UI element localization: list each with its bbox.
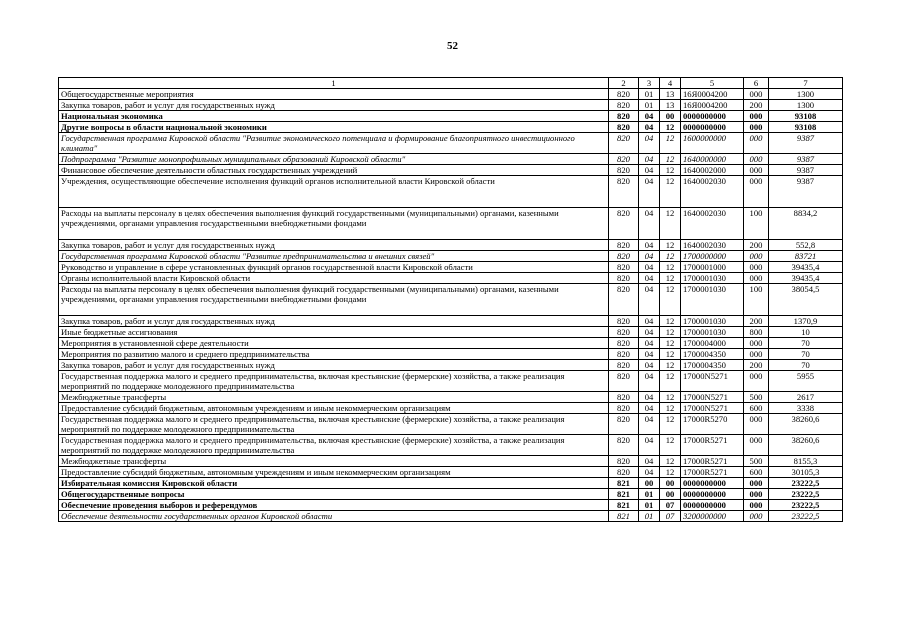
amount-cell: 1300 (769, 100, 843, 111)
admin-code-cell: 821 (609, 478, 639, 489)
table-row (59, 371, 843, 392)
amount-cell: 70 (769, 349, 843, 360)
subsection-cell: 12 (660, 176, 681, 208)
table-row (59, 403, 843, 414)
section-cell: 04 (639, 262, 660, 273)
header-cell: 6 (744, 78, 769, 89)
expense-type-cell: 600 (744, 467, 769, 478)
section-cell: 04 (639, 284, 660, 316)
amount-cell: 83721 (769, 251, 843, 262)
row-name-cell: Избирательная комиссия Кировской области (59, 478, 609, 489)
header-cell: 7 (769, 78, 843, 89)
header-cell: 1 (59, 78, 609, 89)
row-name-cell: Расходы на выплаты персоналу в целях обеспечения выполнения функций государственными (муниципальными) органами, казенными учреждениями, органами управления государственными внебюджетными фондами (59, 208, 609, 240)
expense-type-cell: 000 (744, 500, 769, 511)
section-cell: 04 (639, 122, 660, 133)
admin-code-cell: 820 (609, 467, 639, 478)
expense-type-cell: 000 (744, 338, 769, 349)
table-row (59, 478, 843, 489)
table-row (59, 240, 843, 251)
table-row (59, 176, 843, 208)
admin-code-cell: 820 (609, 111, 639, 122)
row-name-cell: Руководство и управление в сфере установленных функций органов государственной власти Кировской области (59, 262, 609, 273)
section-cell: 04 (639, 111, 660, 122)
table-row (59, 165, 843, 176)
amount-cell: 1370,9 (769, 316, 843, 327)
section-cell: 04 (639, 327, 660, 338)
admin-code-cell: 821 (609, 511, 639, 522)
target-article-cell: 1700001000 (681, 262, 744, 273)
amount-cell: 38260,6 (769, 435, 843, 456)
row-name-cell: Органы исполнительной власти Кировской области (59, 273, 609, 284)
section-cell: 04 (639, 456, 660, 467)
section-cell: 04 (639, 467, 660, 478)
amount-cell: 9387 (769, 154, 843, 165)
expense-type-cell: 800 (744, 327, 769, 338)
section-cell: 04 (639, 338, 660, 349)
amount-cell: 39435,4 (769, 262, 843, 273)
subsection-cell: 12 (660, 392, 681, 403)
amount-cell: 552,8 (769, 240, 843, 251)
target-article-cell: 3200000000 (681, 511, 744, 522)
target-article-cell: 1700004350 (681, 360, 744, 371)
table-row (59, 392, 843, 403)
section-cell: 04 (639, 154, 660, 165)
target-article-cell: 1600000000 (681, 133, 744, 154)
table-row (59, 414, 843, 435)
admin-code-cell: 820 (609, 154, 639, 165)
subsection-cell: 12 (660, 456, 681, 467)
admin-code-cell: 821 (609, 500, 639, 511)
amount-cell: 93108 (769, 122, 843, 133)
subsection-cell: 12 (660, 371, 681, 392)
expense-type-cell: 000 (744, 176, 769, 208)
target-article-cell: 1640002030 (681, 208, 744, 240)
row-name-cell: Другие вопросы в области национальной экономики (59, 122, 609, 133)
section-cell: 04 (639, 392, 660, 403)
expense-type-cell: 200 (744, 100, 769, 111)
target-article-cell: 1700000000 (681, 251, 744, 262)
admin-code-cell: 820 (609, 403, 639, 414)
table-row (59, 251, 843, 262)
target-article-cell: 17000R5270 (681, 414, 744, 435)
target-article-cell: 0000000000 (681, 489, 744, 500)
header-row (59, 78, 843, 89)
admin-code-cell: 820 (609, 273, 639, 284)
header-cell: 2 (609, 78, 639, 89)
row-name-cell: Закупка товаров, работ и услуг для государственных нужд (59, 100, 609, 111)
subsection-cell: 12 (660, 154, 681, 165)
row-name-cell: Межбюджетные трансферты (59, 456, 609, 467)
row-name-cell: Государственная поддержка малого и среднего предпринимательства, включая крестьянские (фермерские) хозяйства, а также реализация мероприятий по поддержке молодежного предпринимательства (59, 371, 609, 392)
section-cell: 04 (639, 435, 660, 456)
budget-table (58, 77, 843, 522)
section-cell: 04 (639, 360, 660, 371)
admin-code-cell: 820 (609, 327, 639, 338)
subsection-cell: 00 (660, 478, 681, 489)
table-row (59, 273, 843, 284)
amount-cell: 30105,3 (769, 467, 843, 478)
admin-code-cell: 820 (609, 208, 639, 240)
amount-cell: 9387 (769, 176, 843, 208)
subsection-cell: 12 (660, 165, 681, 176)
table-row (59, 154, 843, 165)
row-name-cell: Общегосударственные вопросы (59, 489, 609, 500)
expense-type-cell: 100 (744, 284, 769, 316)
admin-code-cell: 820 (609, 316, 639, 327)
admin-code-cell: 820 (609, 371, 639, 392)
expense-type-cell: 000 (744, 154, 769, 165)
target-article-cell: 1700001030 (681, 273, 744, 284)
section-cell: 04 (639, 133, 660, 154)
section-cell: 01 (639, 100, 660, 111)
expense-type-cell: 500 (744, 392, 769, 403)
table-row (59, 349, 843, 360)
subsection-cell: 13 (660, 89, 681, 100)
expense-type-cell: 000 (744, 478, 769, 489)
amount-cell: 70 (769, 360, 843, 371)
header-cell: 3 (639, 78, 660, 89)
subsection-cell: 12 (660, 467, 681, 478)
row-name-cell: Национальная экономика (59, 111, 609, 122)
table-row (59, 456, 843, 467)
amount-cell: 8834,2 (769, 208, 843, 240)
amount-cell: 23222,5 (769, 489, 843, 500)
expense-type-cell: 000 (744, 89, 769, 100)
subsection-cell: 13 (660, 100, 681, 111)
section-cell: 04 (639, 273, 660, 284)
table-row (59, 489, 843, 500)
amount-cell: 93108 (769, 111, 843, 122)
target-article-cell: 16Я0004200 (681, 100, 744, 111)
subsection-cell: 12 (660, 327, 681, 338)
table-row (59, 467, 843, 478)
expense-type-cell: 100 (744, 208, 769, 240)
amount-cell: 38054,5 (769, 284, 843, 316)
expense-type-cell: 200 (744, 316, 769, 327)
section-cell: 04 (639, 414, 660, 435)
target-article-cell: 17000N5271 (681, 392, 744, 403)
amount-cell: 5955 (769, 371, 843, 392)
row-name-cell: Подпрограмма "Развитие монопрофильных муниципальных образований Кировской области" (59, 154, 609, 165)
admin-code-cell: 820 (609, 176, 639, 208)
subsection-cell: 07 (660, 500, 681, 511)
amount-cell: 2617 (769, 392, 843, 403)
row-name-cell: Мероприятия в установленной сфере деятельности (59, 338, 609, 349)
page-number: 52 (447, 40, 458, 52)
target-article-cell: 1640002000 (681, 165, 744, 176)
amount-cell: 3338 (769, 403, 843, 414)
target-article-cell: 0000000000 (681, 478, 744, 489)
row-name-cell: Расходы на выплаты персоналу в целях обеспечения выполнения функций государственными (муниципальными) органами, казенными учреждениями, органами управления государственными внебюджетными фондами (59, 284, 609, 316)
target-article-cell: 1700001030 (681, 327, 744, 338)
admin-code-cell: 820 (609, 414, 639, 435)
table-row (59, 316, 843, 327)
target-article-cell: 1640002030 (681, 240, 744, 251)
table-row (59, 511, 843, 522)
target-article-cell: 16Я0004200 (681, 89, 744, 100)
amount-cell: 23222,5 (769, 478, 843, 489)
row-name-cell: Финансовое обеспечение деятельности областных государственных учреждений (59, 165, 609, 176)
table-row (59, 360, 843, 371)
expense-type-cell: 000 (744, 133, 769, 154)
row-name-cell: Закупка товаров, работ и услуг для государственных нужд (59, 240, 609, 251)
section-cell: 04 (639, 349, 660, 360)
section-cell: 04 (639, 208, 660, 240)
expense-type-cell: 000 (744, 273, 769, 284)
section-cell: 01 (639, 500, 660, 511)
expense-type-cell: 000 (744, 262, 769, 273)
amount-cell: 70 (769, 338, 843, 349)
target-article-cell: 17000R5271 (681, 456, 744, 467)
section-cell: 04 (639, 371, 660, 392)
expense-type-cell: 600 (744, 403, 769, 414)
section-cell: 04 (639, 251, 660, 262)
subsection-cell: 00 (660, 111, 681, 122)
table-row (59, 133, 843, 154)
admin-code-cell: 820 (609, 133, 639, 154)
admin-code-cell: 820 (609, 338, 639, 349)
target-article-cell: 17000N5271 (681, 371, 744, 392)
amount-cell: 10 (769, 327, 843, 338)
target-article-cell: 1700004350 (681, 349, 744, 360)
table-row (59, 327, 843, 338)
table-row (59, 435, 843, 456)
subsection-cell: 12 (660, 435, 681, 456)
row-name-cell: Государственная программа Кировской области "Развитие предпринимательства и внешних связей" (59, 251, 609, 262)
section-cell: 04 (639, 165, 660, 176)
row-name-cell: Закупка товаров, работ и услуг для государственных нужд (59, 360, 609, 371)
expense-type-cell: 000 (744, 414, 769, 435)
table-row (59, 100, 843, 111)
row-name-cell: Мероприятия по развитию малого и среднего предпринимательства (59, 349, 609, 360)
target-article-cell: 1640000000 (681, 154, 744, 165)
table-row (59, 500, 843, 511)
expense-type-cell: 000 (744, 111, 769, 122)
subsection-cell: 07 (660, 511, 681, 522)
subsection-cell: 12 (660, 251, 681, 262)
row-name-cell: Закупка товаров, работ и услуг для государственных нужд (59, 316, 609, 327)
subsection-cell: 12 (660, 240, 681, 251)
row-name-cell: Иные бюджетные ассигнования (59, 327, 609, 338)
section-cell: 04 (639, 316, 660, 327)
expense-type-cell: 000 (744, 489, 769, 500)
amount-cell: 23222,5 (769, 500, 843, 511)
header-cell: 5 (681, 78, 744, 89)
expense-type-cell: 200 (744, 240, 769, 251)
amount-cell: 23222,5 (769, 511, 843, 522)
subsection-cell: 12 (660, 316, 681, 327)
subsection-cell: 12 (660, 414, 681, 435)
expense-type-cell: 000 (744, 511, 769, 522)
subsection-cell: 12 (660, 349, 681, 360)
expense-type-cell: 500 (744, 456, 769, 467)
subsection-cell: 12 (660, 360, 681, 371)
target-article-cell: 0000000000 (681, 111, 744, 122)
admin-code-cell: 820 (609, 262, 639, 273)
amount-cell: 9387 (769, 133, 843, 154)
admin-code-cell: 820 (609, 284, 639, 316)
row-name-cell: Государственная поддержка малого и среднего предпринимательства, включая крестьянские (фермерские) хозяйства, а также реализация мероприятий по поддержке молодежного предпринимательства (59, 414, 609, 435)
admin-code-cell: 820 (609, 240, 639, 251)
admin-code-cell: 820 (609, 251, 639, 262)
row-name-cell: Обеспечение деятельности государственных органов Кировской области (59, 511, 609, 522)
admin-code-cell: 820 (609, 165, 639, 176)
admin-code-cell: 821 (609, 489, 639, 500)
target-article-cell: 17000R5271 (681, 467, 744, 478)
admin-code-cell: 820 (609, 122, 639, 133)
target-article-cell: 1640002030 (681, 176, 744, 208)
section-cell: 01 (639, 511, 660, 522)
admin-code-cell: 820 (609, 456, 639, 467)
row-name-cell: Учреждения, осуществляющие обеспечение исполнения функций органов исполнительной власти Кировской области (59, 176, 609, 208)
expense-type-cell: 000 (744, 435, 769, 456)
header-cell: 4 (660, 78, 681, 89)
target-article-cell: 17000N5271 (681, 403, 744, 414)
amount-cell: 8155,3 (769, 456, 843, 467)
target-article-cell: 1700001030 (681, 316, 744, 327)
table-row (59, 111, 843, 122)
subsection-cell: 12 (660, 338, 681, 349)
expense-type-cell: 200 (744, 360, 769, 371)
section-cell: 00 (639, 478, 660, 489)
table-row (59, 338, 843, 349)
table-row (59, 208, 843, 240)
expense-type-cell: 000 (744, 371, 769, 392)
amount-cell: 39435,4 (769, 273, 843, 284)
expense-type-cell: 000 (744, 251, 769, 262)
expense-type-cell: 000 (744, 165, 769, 176)
amount-cell: 1300 (769, 89, 843, 100)
row-name-cell: Государственная поддержка малого и среднего предпринимательства, включая крестьянские (фермерские) хозяйства, а также реализация мероприятий по поддержке молодежного предпринимательства (59, 435, 609, 456)
subsection-cell: 12 (660, 403, 681, 414)
amount-cell: 9387 (769, 165, 843, 176)
target-article-cell: 17000R5271 (681, 435, 744, 456)
subsection-cell: 12 (660, 262, 681, 273)
target-article-cell: 1700001030 (681, 284, 744, 316)
table-row (59, 89, 843, 100)
target-article-cell: 0000000000 (681, 500, 744, 511)
row-name-cell: Предоставление субсидий бюджетным, автономным учреждениям и иным некоммерческим организациям (59, 467, 609, 478)
section-cell: 04 (639, 176, 660, 208)
table-row (59, 284, 843, 316)
row-name-cell: Общегосударственные мероприятия (59, 89, 609, 100)
table-row (59, 262, 843, 273)
subsection-cell: 12 (660, 122, 681, 133)
expense-type-cell: 000 (744, 349, 769, 360)
row-name-cell: Обеспечение проведения выборов и референдумов (59, 500, 609, 511)
section-cell: 01 (639, 89, 660, 100)
subsection-cell: 12 (660, 273, 681, 284)
admin-code-cell: 820 (609, 360, 639, 371)
target-article-cell: 1700004000 (681, 338, 744, 349)
row-name-cell: Межбюджетные трансферты (59, 392, 609, 403)
admin-code-cell: 820 (609, 100, 639, 111)
subsection-cell: 00 (660, 489, 681, 500)
row-name-cell: Предоставление субсидий бюджетным, автономным учреждениям и иным некоммерческим организациям (59, 403, 609, 414)
row-name-cell: Государственная программа Кировской области "Развитие экономического потенциала и формирование благоприятного инвестиционного климата" (59, 133, 609, 154)
admin-code-cell: 820 (609, 435, 639, 456)
admin-code-cell: 820 (609, 392, 639, 403)
section-cell: 04 (639, 240, 660, 251)
subsection-cell: 12 (660, 208, 681, 240)
admin-code-cell: 820 (609, 89, 639, 100)
subsection-cell: 12 (660, 133, 681, 154)
amount-cell: 38260,6 (769, 414, 843, 435)
table-row (59, 122, 843, 133)
section-cell: 04 (639, 403, 660, 414)
admin-code-cell: 820 (609, 349, 639, 360)
expense-type-cell: 000 (744, 122, 769, 133)
target-article-cell: 0000000000 (681, 122, 744, 133)
section-cell: 01 (639, 489, 660, 500)
subsection-cell: 12 (660, 284, 681, 316)
